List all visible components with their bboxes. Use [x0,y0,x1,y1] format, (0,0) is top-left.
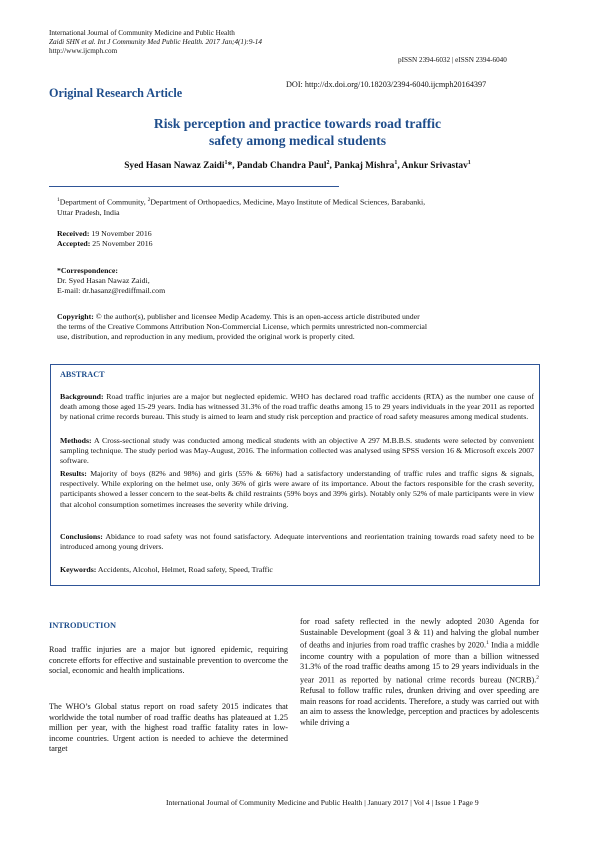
issn: pISSN 2394-6032 | eISSN 2394-6040 [398,56,507,64]
copyright-line-3: use, distribution, and reproduction in any medium, provided the original work is properly cited. [57,332,355,342]
author-sep: , [329,161,335,172]
keywords [60,565,534,575]
divider [49,186,339,187]
copyright-line-1: © the author(s), publisher and licensee Medip Academy. This is an open-access article distributed under [93,312,420,321]
correspondence-label: *Correspondence: [57,266,118,275]
results-label: Results: [60,469,87,478]
accepted-date: 25 November 2016 [90,239,153,249]
author-sup: 1 [394,160,398,166]
keywords-label: Keywords: [60,565,97,574]
journal-url[interactable]: http://www.ijcmph.com [49,47,118,55]
affil-text: Department of Community, [59,197,148,207]
introduction-heading: INTRODUCTION [49,621,117,630]
abstract-heading: ABSTRACT [60,370,105,379]
accepted-label: Accepted: [57,239,91,249]
page-footer: International Journal of Community Medicine and Public Health | January 2017 | Vol 4 | Issue 1 Page 9 [166,798,479,807]
citation-ref: 2 [536,674,539,681]
citation-ref: 1 [486,640,489,647]
col2-text: Refusal to follow traffic rules, drunken driving and over speeding are main reasons for road accidents. Therefore, a study was carried out with an aim to assess the knowledge, perception and practices by adolescents while driving a [300,686,539,727]
conclusions-label: Conclusions: [60,532,103,541]
author-sep: , [397,161,402,172]
correspondence-email[interactable]: E-mail: dr.hasanz@rediffmail.com [57,286,166,296]
citation-text: Zaidi SHN et al. Int J Community Med Public Health. 2017 Jan;4(1):9-14 [49,38,262,46]
author-name: Pandab Chandra Paul [236,161,327,172]
dates [57,229,537,249]
abstract-background [60,392,534,423]
author-sup: 2 [326,160,330,166]
col2-text: for road safety reflected in the newly adopted 2030 Agenda for Sustainable Development (goal 3 & 11) and halving the global number of deaths and injuries from road traffic crashes by 2020. [300,617,539,650]
article-title [0,115,595,149]
background-label: Background: [60,392,104,401]
background-text: Road traffic injuries are a major but neglected epidemic. WHO has declared road traffic accidents (RTA) as the number one cause of death among those aged 15-29 years. India has witnessed 31.3% of the road traffic deaths among 15 to 29 years individuals in the year 2011 as reported by national crime records bureau. This study is aimed to learn and study risk perception and practice of road safety measures among medical students. [60,392,534,422]
copyright-label: Copyright: [57,312,94,321]
author-sep: *, [227,161,237,172]
author-sup: 1 [224,160,228,166]
methods-text: A Cross-sectional study was conducted among medical students with an objective A 297 M.B.B.S. students were selected by convenient sampling technique. The study period was May-August, 2016. The information collected was analysed using SPSS version 16 & Microsoft excels 2007 software. [60,436,534,466]
article-type: Original Research Article [49,86,183,100]
author-name: Syed Hasan Nawaz Zaidi [124,161,225,172]
abstract-conclusions [60,532,534,552]
affiliations [57,195,537,218]
citation [49,38,262,47]
title-line-1: Risk perception and practice towards road traffic [153,116,442,131]
received-date: 19 November 2016 [89,229,152,238]
author-name: Ankur Srivastav [401,161,468,172]
affil-location: Uttar Pradesh, India [57,207,120,217]
author-list [0,160,595,171]
copyright-line-2: the terms of the Creative Commons Attribution Non-Commercial License, which permits unrestricted non-commercial [57,322,428,332]
keywords-text: Accidents, Alcohol, Helmet, Road safety, Speed, Traffic [96,565,273,574]
intro-column-2 [300,617,539,728]
methods-label: Methods: [60,436,92,445]
received-label: Received: [57,229,90,238]
author-name: Pankaj Mishra [334,161,395,172]
title-line-2: safety among medical students [208,133,387,148]
journal-name: International Journal of Community Medicine and Public Health [49,29,235,37]
abstract-results [60,469,534,510]
abstract-methods [60,436,534,467]
conclusions-text: Abidance to road safety was not found satisfactory. Adequate interventions and reorientation training towards road safety need to be introduced among young drivers. [60,532,534,552]
affil-sup: 1 [57,197,60,203]
col2-text: India a middle income country with a population of more than a billion witnessed 31.3% of the road traffic deaths among 15 to 29 years individuals in the year 2011 as reported by national crime records bureau (NCRB). [300,640,540,685]
author-sup: 1 [467,160,471,166]
doi[interactable]: DOI: http://dx.doi.org/10.18203/2394-6040.ijcmph20164397 [286,80,487,89]
correspondence-name: Dr. Syed Hasan Nawaz Zaidi, [57,276,150,286]
intro-paragraph-2: The WHO’s Global status report on road safety 2015 indicates that worldwide the total number of road traffic deaths has plateaued at 1.25 million per year, with the highest road traffic fatality rates in low-income countries. Urgent action is needed to achieve the determined target [49,702,288,754]
affil-sup: 2 [147,197,151,203]
correspondence [57,266,537,297]
intro-paragraph-1: Road traffic injuries are a major but ignored epidemic, requiring concrete efforts for effective and sustainable prevention to overcome the social, economic and health implications. [49,645,288,676]
results-text: Majority of boys (82% and 98%) and girls (55% & 66%) had a satisfactory understanding of traffic rules and traffic signs & signals, respectively. While exploring on the helmet use, only 36% of girls were aware of its importance. About the factors responsible for the crash severity, participants showed a lesser concern to the seat-belts & child restraints (59% boys and 39% girls). Notably only 52% of male participants were in view that alcohol consumption sometimes increases the severity while driving. [60,469,534,509]
copyright [57,312,537,343]
affil-text: Department of Orthopaedics, Medicine, Mayo Institute of Medical Sciences, Barabanki, [150,197,426,207]
